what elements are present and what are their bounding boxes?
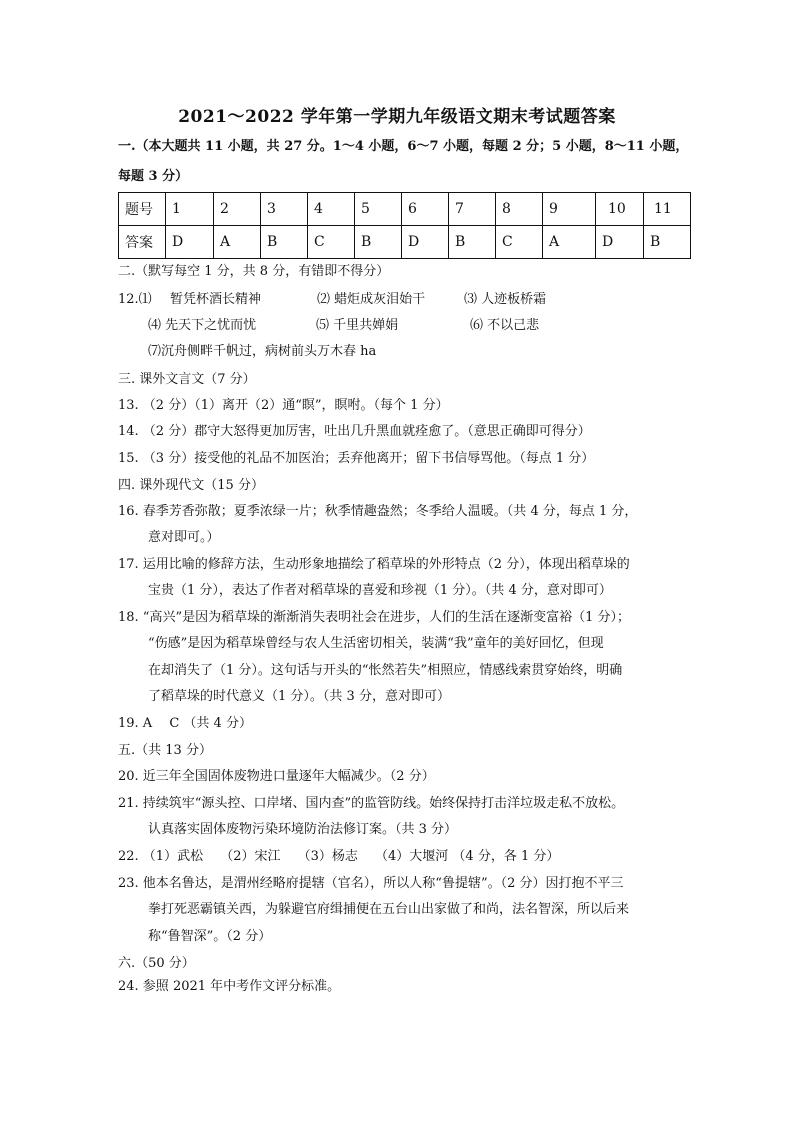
q18-answer-line2: “伤感”是因为稻草垛曾经与农人生活密切相关，装满“我”童年的美好回忆，但现 bbox=[148, 636, 604, 651]
q14-answer: 14. （2 分）郡守大怒得更加厉害，吐出几升黑血就痊愈了。（意思正确即可得分） bbox=[118, 424, 591, 439]
table-cell-answer: D bbox=[166, 226, 214, 259]
table-cell-answer: D bbox=[402, 226, 449, 259]
table-cell-number: 3 bbox=[261, 193, 308, 226]
table-cell-number: 6 bbox=[402, 193, 449, 226]
section4-heading: 四. 课外现代文（15 分） bbox=[118, 478, 264, 493]
table-cell-answer: B bbox=[449, 226, 496, 259]
table-cell-number: 2 bbox=[214, 193, 261, 226]
table-cell-answer: B bbox=[261, 226, 308, 259]
q12-answer-2: ⑵ 蜡炬成灰泪始干 bbox=[317, 292, 426, 307]
table-cell-number: 1 bbox=[166, 193, 214, 226]
q12-answer-3: ⑶ 人迹板桥霜 bbox=[464, 292, 547, 307]
table-header-question-number: 题号 bbox=[119, 193, 166, 226]
section2-heading: 二.（默写每空 1 分，共 8 分，有错即不得分） bbox=[118, 264, 390, 279]
q18-answer-line4: 了稻草垛的时代意义（1 分）。（共 3 分，意对即可） bbox=[148, 689, 450, 704]
q23-answer-line2: 拳打死恶霸镇关西，为躲避官府缉捕便在五台山出家做了和尚，法名智深，所以后来 bbox=[148, 902, 630, 917]
q12-answer-1: 暂凭杯酒长精神 bbox=[170, 292, 262, 307]
table-cell-answer: B bbox=[355, 226, 402, 259]
section6-heading: 六.（50 分） bbox=[118, 956, 195, 971]
table-cell-number: 5 bbox=[355, 193, 402, 226]
q23-answer-line3: 称“鲁智深”。（2 分） bbox=[148, 929, 272, 944]
table-cell-number: 8 bbox=[496, 193, 543, 226]
table-cell-answer: C bbox=[308, 226, 355, 259]
q24-answer: 24. 参照 2021 年中考作文评分标准。 bbox=[118, 979, 341, 994]
q13-answer: 13. （2 分）（1）离开（2）通“瞑”，瞑咐。（每个 1 分） bbox=[118, 398, 449, 413]
table-cell-answer: C bbox=[496, 226, 543, 259]
q18-answer-line1: 18. “高兴”是因为稻草垛的渐渐消失表明社会在进步，人们的生活在逐渐变富裕（1 分）； bbox=[118, 610, 631, 625]
q21-answer-line2: 认真落实固体废物污染环境防治法修订案。（共 3 分） bbox=[148, 822, 458, 837]
section1-heading-line2: 每题 3 分） bbox=[118, 169, 189, 184]
q16-answer-line2: 意对即可。） bbox=[148, 530, 220, 545]
q19-answer: 19. A C （共 4 分） bbox=[118, 716, 252, 731]
q15-answer: 15. （3 分）接受他的礼品不加医治；丢弃他离开；留下书信辱骂他。（每点 1 分） bbox=[118, 451, 595, 466]
q16-answer-line1: 16. 春季芳香弥散；夏季浓绿一片；秋季情趣盎然；冬季给人温暖。（共 4 分，每点 1 分， bbox=[118, 504, 638, 519]
answer-table bbox=[118, 192, 691, 259]
table-cell-answer: B bbox=[644, 226, 691, 259]
q12-answer-6: ⑹ 不以己悲 bbox=[470, 318, 540, 333]
q18-answer-line3: 在却消失了（1 分）。这句话与开头的“怅然若失”相照应，情感线索贯穿始终，明确 bbox=[148, 663, 623, 678]
q12-number: 12.⑴ bbox=[118, 292, 152, 307]
section1-heading-line1: 一.（本大题共 11 小题，共 27 分。1～4 小题，6～7 小题，每题 2 分；5 小题，8～11 小题， bbox=[118, 139, 689, 154]
q17-answer-line1: 17. 运用比喻的修辞方法，生动形象地描绘了稻草垛的外形特点（2 分），体现出稻草垛的 bbox=[118, 557, 630, 572]
table-cell-number: 7 bbox=[449, 193, 496, 226]
q17-answer-line2: 宝贵（1 分），表达了作者对稻草垛的喜爱和珍视（1 分）。（共 4 分，意对即可） bbox=[148, 583, 612, 598]
table-cell-answer: A bbox=[214, 226, 261, 259]
table-cell-number: 4 bbox=[308, 193, 355, 226]
table-cell-answer: A bbox=[543, 226, 596, 259]
table-header-answer: 答案 bbox=[119, 226, 166, 259]
table-cell-number: 11 bbox=[644, 193, 691, 226]
q21-answer-line1: 21. 持续筑牢“源头控、口岸堵、国内查”的监管防线。始终保持打击洋垃圾走私不放松。 bbox=[118, 796, 625, 811]
q12-line2 bbox=[148, 316, 540, 336]
section5-heading: 五.（共 13 分） bbox=[118, 743, 212, 758]
section3-heading: 三. 课外文言文（7 分） bbox=[118, 372, 256, 387]
q12-line3: ⑺沉舟侧畔千帆过，病树前头万木春 ha bbox=[148, 344, 377, 359]
q12-line1 bbox=[118, 290, 547, 310]
table-cell-answer: D bbox=[596, 226, 644, 259]
q20-answer: 20. 近三年全国固体废物进口量逐年大幅减少。（2 分） bbox=[118, 769, 435, 784]
table-row-answers bbox=[119, 226, 691, 259]
q23-answer-line1: 23. 他本名鲁达，是渭州经略府提辖（官名），所以人称“鲁提辖”。（2 分）因打抱不平三 bbox=[118, 876, 624, 891]
q12-answer-5: ⑸ 千里共婵娟 bbox=[316, 318, 399, 333]
page-title: 2021～2022 学年第一学期九年级语文期末考试题答案 bbox=[178, 107, 616, 127]
table-cell-number: 10 bbox=[596, 193, 644, 226]
table-row-numbers bbox=[119, 193, 691, 226]
q12-answer-4: ⑷ 先天下之忧而忧 bbox=[148, 318, 257, 333]
table-cell-number: 9 bbox=[543, 193, 596, 226]
q22-answer: 22. （1）武松 （2）宋江 （3）杨志 （4）大堰河 （4 分，各 1 分） bbox=[118, 849, 560, 864]
